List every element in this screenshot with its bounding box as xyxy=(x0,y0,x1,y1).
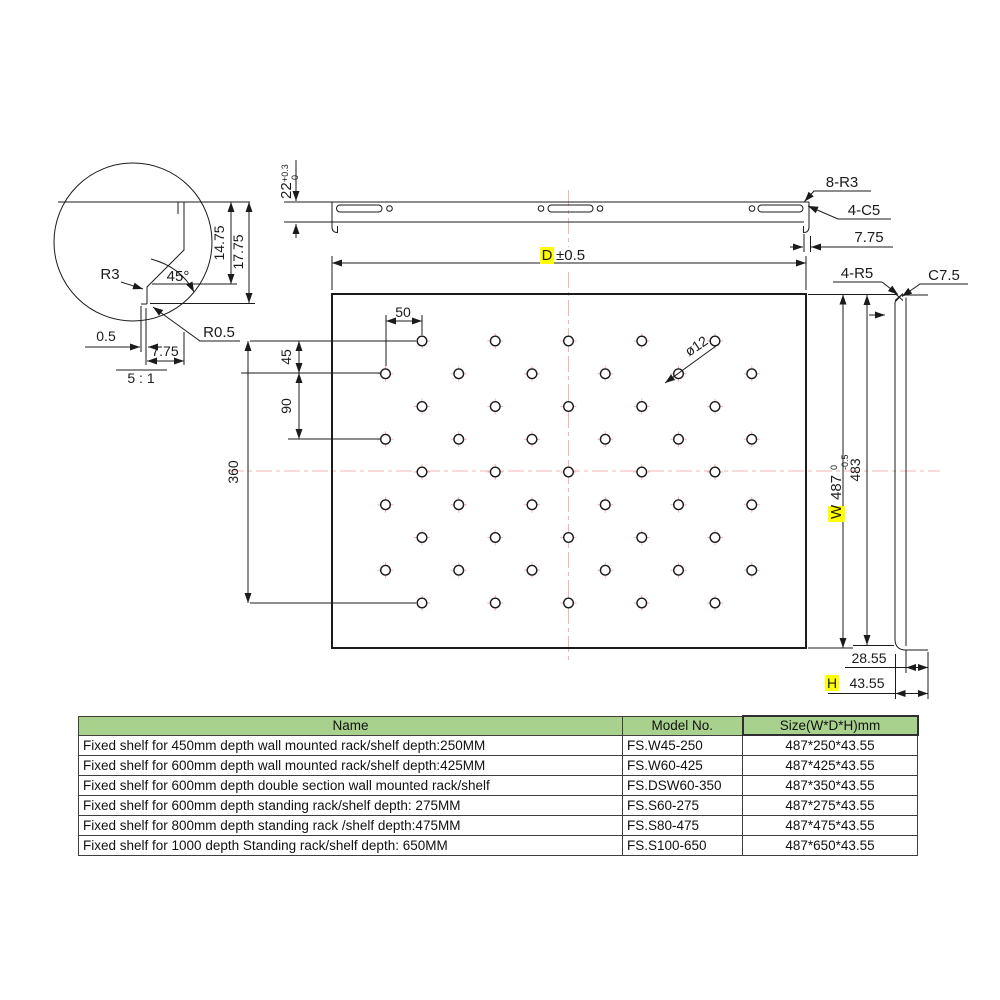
label-hole-diameter: ø12 xyxy=(681,332,711,360)
shelf-hole xyxy=(637,336,647,346)
cell-model: FS.W60-425 xyxy=(623,756,743,776)
label-chamfer: 4-C5 xyxy=(847,202,881,219)
dim-width-tol-upper: 0 xyxy=(829,464,839,470)
shelf-hole xyxy=(417,598,427,608)
cell-size: 487*275*43.55 xyxy=(743,796,918,816)
mount-slot xyxy=(548,205,593,212)
cell-name: Fixed shelf for 1000 depth Standing rack/shelf depth: 650MM xyxy=(79,836,623,856)
shelf-hole xyxy=(381,369,391,379)
shelf-hole xyxy=(600,369,610,379)
dim-width-tol-lower: -0.5 xyxy=(840,454,850,470)
shelf-hole xyxy=(747,369,757,379)
leader-line xyxy=(805,191,872,202)
detail-scale-label: 5 : 1 xyxy=(127,370,155,386)
dim-height-letter: H xyxy=(826,675,838,691)
shelf-hole xyxy=(637,402,647,412)
shelf-hole xyxy=(527,565,537,575)
shelf-hole xyxy=(417,467,427,477)
shelf-hole xyxy=(710,467,720,477)
plan-view xyxy=(225,247,897,648)
shelf-hole xyxy=(637,467,647,477)
shelf-hole xyxy=(417,336,427,346)
label-edge-chamfer: C7.5 xyxy=(928,267,960,284)
edge-outline xyxy=(895,295,928,650)
leader-line xyxy=(121,282,143,289)
table-header-row xyxy=(79,716,918,735)
shelf-hole xyxy=(600,500,610,510)
dim-hole-field: 360 xyxy=(225,460,241,484)
dim-detail-flange-width: 7.75 xyxy=(151,343,179,359)
col-header-size: Size(W*D*H)mm xyxy=(743,716,918,735)
extension-line xyxy=(241,341,416,603)
shelf-hole xyxy=(490,598,500,608)
shelf-hole xyxy=(527,369,537,379)
table-row xyxy=(79,816,918,836)
shelf-hole xyxy=(747,500,757,510)
table-row xyxy=(79,735,918,756)
dim-double-row-spacing: 90 xyxy=(278,398,294,414)
mount-hole xyxy=(597,206,603,212)
leader-line xyxy=(833,282,898,295)
dim-flange-depth: 28.55 xyxy=(851,650,887,666)
shelf-hole xyxy=(490,402,500,412)
extension-line xyxy=(804,234,811,252)
mount-hole xyxy=(387,206,393,212)
dim-hole-offset: 50 xyxy=(395,304,411,320)
shelf-hole xyxy=(381,565,391,575)
label-bend-angle: 45° xyxy=(166,268,190,285)
cell-name: Fixed shelf for 600mm depth wall mounted rack/shelf depth:425MM xyxy=(79,756,623,776)
shelf-hole xyxy=(417,533,427,543)
cell-name: Fixed shelf for 600mm depth double section wall mounted rack/shelf xyxy=(79,776,623,796)
shelf-hole xyxy=(637,598,647,608)
hole-pattern xyxy=(378,333,760,611)
shelf-hole xyxy=(564,467,574,477)
dim-depth-letter: D xyxy=(541,247,553,264)
shelf-hole xyxy=(747,434,757,444)
cell-name: Fixed shelf for 800mm depth standing rack /shelf depth:475MM xyxy=(79,816,623,836)
cell-name: Fixed shelf for 450mm depth wall mounted rack/shelf depth:250MM xyxy=(79,735,623,756)
shelf-hole xyxy=(674,565,684,575)
dim-rail-height-tol-upper: +0.3 xyxy=(280,164,290,182)
detail-view xyxy=(54,163,255,386)
cell-size: 487*250*43.55 xyxy=(743,735,918,756)
label-tip-radius: R0.5 xyxy=(203,324,235,341)
table-row xyxy=(79,776,918,796)
extension-line xyxy=(896,650,929,699)
cell-model: FS.S60-275 xyxy=(623,796,743,816)
shelf-hole xyxy=(381,500,391,510)
mount-hole xyxy=(538,206,544,212)
dim-inner-width: 483 xyxy=(847,458,863,482)
spec-table xyxy=(78,715,919,856)
dim-bend-depth: 14.75 xyxy=(211,225,227,261)
label-corner-fillet: 8-R3 xyxy=(825,174,859,191)
mount-slot xyxy=(758,205,803,212)
cell-model: FS.S80-475 xyxy=(623,816,743,836)
cell-size: 487*650*43.55 xyxy=(743,836,918,856)
shelf-hole xyxy=(454,500,464,510)
label-bend-radius: R3 xyxy=(100,266,120,283)
shelf-hole xyxy=(674,434,684,444)
shelf-hole xyxy=(564,336,574,346)
extension-line xyxy=(284,202,337,222)
shelf-hole xyxy=(747,565,757,575)
mount-hole xyxy=(749,206,755,212)
table-row xyxy=(79,756,918,776)
shelf-hole xyxy=(454,565,464,575)
shelf-hole xyxy=(564,533,574,543)
cell-size: 487*350*43.55 xyxy=(743,776,918,796)
dim-rail-height: 22 xyxy=(278,182,295,199)
shelf-hole xyxy=(490,336,500,346)
label-edge-fillet: 4-R5 xyxy=(840,265,874,282)
shelf-hole xyxy=(600,434,610,444)
dim-row-spacing: 45 xyxy=(278,349,294,365)
cell-name: Fixed shelf for 600mm depth standing rack/shelf depth: 275MM xyxy=(79,796,623,816)
corner-mark xyxy=(895,294,903,301)
cell-size: 487*425*43.55 xyxy=(743,756,918,776)
table-row xyxy=(79,836,918,856)
shelf-hole xyxy=(490,533,500,543)
dim-total-depth: 17.75 xyxy=(230,234,246,270)
shelf-hole xyxy=(637,533,647,543)
dim-width: 487 xyxy=(828,474,845,500)
shelf-hole xyxy=(527,434,537,444)
col-header-model: Model No. xyxy=(623,716,743,735)
shelf-hole xyxy=(527,500,537,510)
shelf-hole xyxy=(490,467,500,477)
shelf-hole xyxy=(417,402,427,412)
shelf-hole xyxy=(381,434,391,444)
cell-model: FS.DSW60-350 xyxy=(623,776,743,796)
dim-height: 43.55 xyxy=(849,675,885,691)
cell-model: FS.S100-650 xyxy=(623,836,743,856)
dim-hook-width: 7.75 xyxy=(854,229,884,246)
mount-slot xyxy=(337,205,383,212)
shelf-hole xyxy=(710,402,720,412)
shelf-hole xyxy=(710,336,720,346)
shelf-hole xyxy=(710,533,720,543)
cell-size: 487*475*43.55 xyxy=(743,816,918,836)
col-header-name: Name xyxy=(79,716,623,735)
dim-width-letter: W xyxy=(828,504,845,519)
shelf-hole xyxy=(600,565,610,575)
detail-circle xyxy=(54,163,212,321)
shelf-hole xyxy=(674,500,684,510)
dim-depth-tolerance: ±0.5 xyxy=(556,247,586,264)
dim-lip-thickness: 0.5 xyxy=(96,328,116,344)
cell-model: FS.W45-250 xyxy=(623,735,743,756)
front-outline xyxy=(332,202,809,233)
shelf-hole xyxy=(454,434,464,444)
table-row xyxy=(79,796,918,816)
front-view xyxy=(278,160,893,252)
dim-rail-height-tol-lower: 0 xyxy=(290,174,300,180)
dim-rail-height-group xyxy=(278,164,300,199)
shelf-hole xyxy=(564,402,574,412)
shelf-hole xyxy=(454,369,464,379)
shelf-hole xyxy=(564,598,574,608)
shelf-hole xyxy=(710,598,720,608)
